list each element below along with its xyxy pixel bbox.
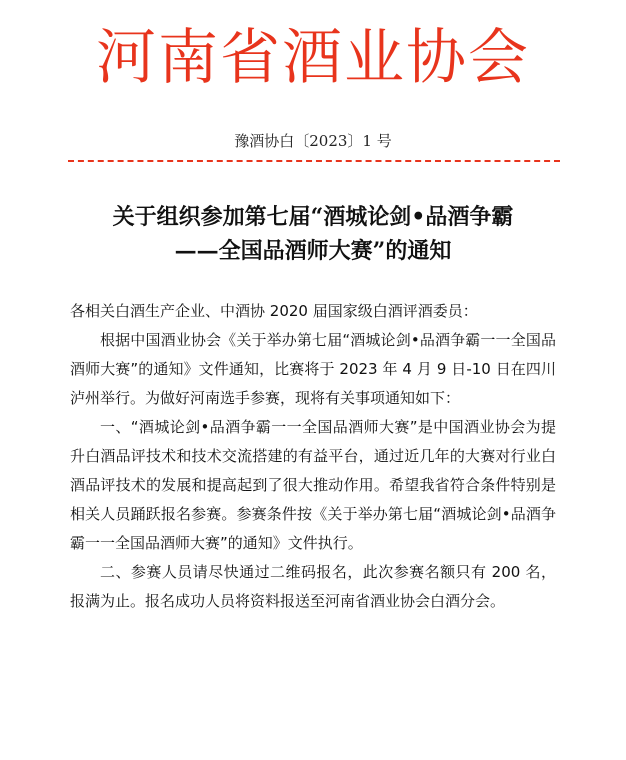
document-number: 豫酒协白〔2023〕1 号 <box>234 132 392 150</box>
notice-title-line-1: 关于组织参加第七届“酒城论剑•品酒争霸 <box>112 204 514 230</box>
item-1-paragraph: 一、“酒城论剑•品酒争霸一一全国品酒师大赛”是中国酒业协会为提升白酒品评技术和技术交流搭建的有益平台，通过近几年的大赛对行业白酒品评技术的发展和提高起到了很大推动作用。希望我省符合条件特别是相关人员踊跃报名参赛。参赛条件按《关于举办第七届“酒城论剑•品酒争霸一一全国品酒师大赛”的通知》文件执行。 <box>70 418 556 552</box>
salutation: 各相关白酒生产企业、中酒协 2020 届国家级白酒评酒委员： <box>70 302 478 320</box>
notice-title-line-2: ——全国品酒师大赛”的通知 <box>174 238 452 264</box>
notice-title <box>0 200 626 268</box>
red-divider-line <box>68 160 560 162</box>
intro-paragraph: 根据中国酒业协会《关于举办第七届“酒城论剑•品酒争霸一一全国品酒师大赛”的通知》文件通知，比赛将于 2023 年 4 月 9 日-10 日在四川泸州举行。为做好河南选手参赛，现将有关事项通知如下： <box>70 331 556 407</box>
notice-body <box>70 297 556 616</box>
item-2-paragraph: 二、参赛人员请尽快通过二维码报名，此次参赛名额只有 200 名，报满为止。报名成功人员将资料报送至河南省酒业协会白酒分会。 <box>70 563 556 610</box>
organization-title: 河南省酒业协会 <box>96 23 530 93</box>
